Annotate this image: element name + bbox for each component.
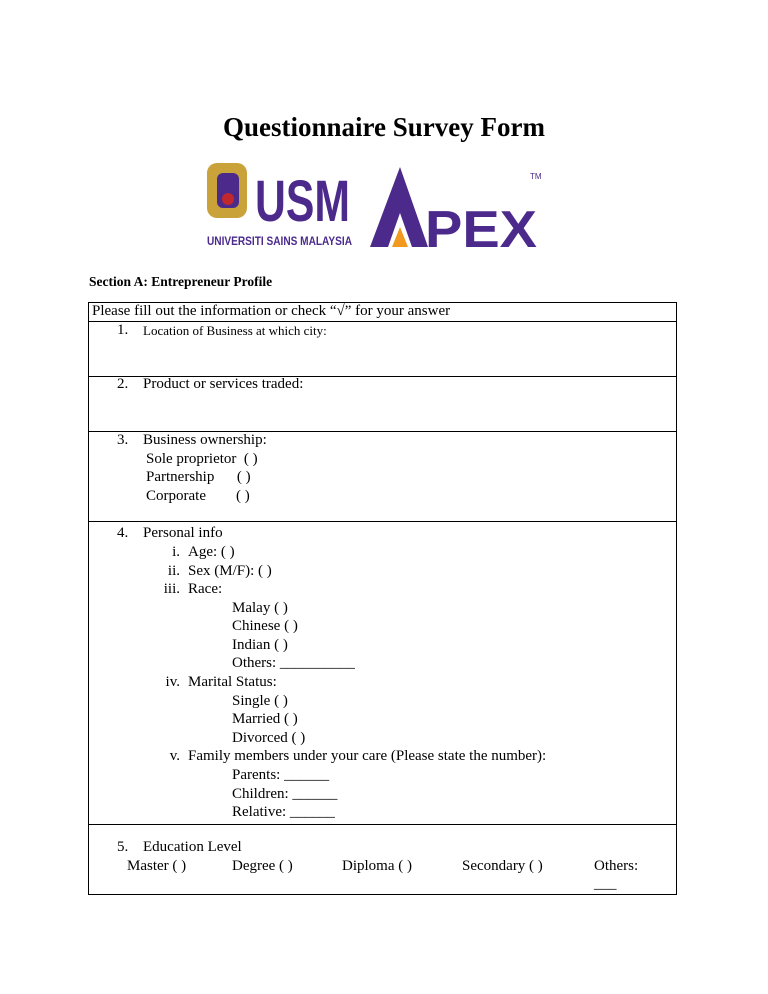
education-option-degree[interactable]: Degree ( ) (232, 858, 293, 874)
q3-number: 3. (117, 432, 129, 448)
education-option-diploma[interactable]: Diploma ( ) (342, 858, 412, 874)
q4-family-label: Family members under your care (Please state the number): (188, 748, 547, 764)
race-option-others[interactable]: Others: __________ (232, 655, 355, 671)
svg-text:PEX: PEX (425, 201, 538, 259)
marital-option-divorced[interactable]: Divorced ( ) (232, 730, 306, 746)
svg-text:USM: USM (255, 169, 350, 234)
q4-marital-label: Marital Status: (188, 674, 277, 690)
education-option-secondary[interactable]: Secondary ( ) (462, 858, 543, 874)
q5-label: Education Level (143, 839, 242, 855)
q4-age-field[interactable]: Age: ( ) (188, 544, 235, 560)
page-title: Questionnaire Survey Form (223, 112, 545, 142)
q1-label: Location of Business at which city: (143, 323, 327, 338)
section-title: Section A: Entrepreneur Profile (89, 274, 273, 289)
family-parents-field[interactable]: Parents: ______ (232, 767, 330, 783)
q3-option-corporate[interactable]: Corporate ( ) (146, 488, 250, 504)
marital-option-single[interactable]: Single ( ) (232, 693, 288, 709)
svg-text:TM: TM (530, 172, 542, 181)
q2-number: 2. (117, 376, 129, 392)
q5-number: 5. (117, 839, 129, 855)
q2-label: Product or services traded: (143, 376, 304, 392)
svg-text:UNIVERSITI SAINS MALAYSIA: UNIVERSITI SAINS MALAYSIA (207, 234, 353, 248)
race-option-malay[interactable]: Malay ( ) (232, 600, 288, 616)
q4-family-number: v. (169, 748, 180, 764)
education-option-master[interactable]: Master ( ) (127, 858, 187, 874)
education-option-others[interactable]: Others: (594, 858, 639, 874)
q4-number: 4. (117, 525, 129, 541)
education-others-blank[interactable]: ___ (594, 876, 617, 892)
q1-number: 1. (117, 322, 129, 338)
marital-option-married[interactable]: Married ( ) (232, 711, 298, 727)
race-option-indian[interactable]: Indian ( ) (232, 637, 288, 653)
q4-label: Personal info (143, 525, 223, 541)
q4-sex-field[interactable]: Sex (M/F): ( ) (188, 563, 272, 579)
q4-race-label: Race: (188, 581, 223, 597)
family-children-field[interactable]: Children: ______ (232, 786, 338, 802)
q4-marital-number: iv. (165, 674, 180, 690)
q3-option-partnership[interactable]: Partnership ( ) (146, 469, 251, 485)
family-relative-field[interactable]: Relative: ______ (232, 804, 335, 820)
q3-label: Business ownership: (143, 432, 267, 448)
apex-logo (370, 165, 550, 259)
q3-option-sole-proprietor[interactable]: Sole proprietor ( ) (146, 451, 258, 467)
instruction-text: Please fill out the information or check “√” for your answer (92, 303, 451, 319)
q4-age-number: i. (172, 544, 180, 560)
q4-race-number: iii. (163, 581, 180, 597)
race-option-chinese[interactable]: Chinese ( ) (232, 618, 298, 634)
usm-logo (205, 155, 355, 250)
q4-sex-number: ii. (167, 563, 180, 579)
